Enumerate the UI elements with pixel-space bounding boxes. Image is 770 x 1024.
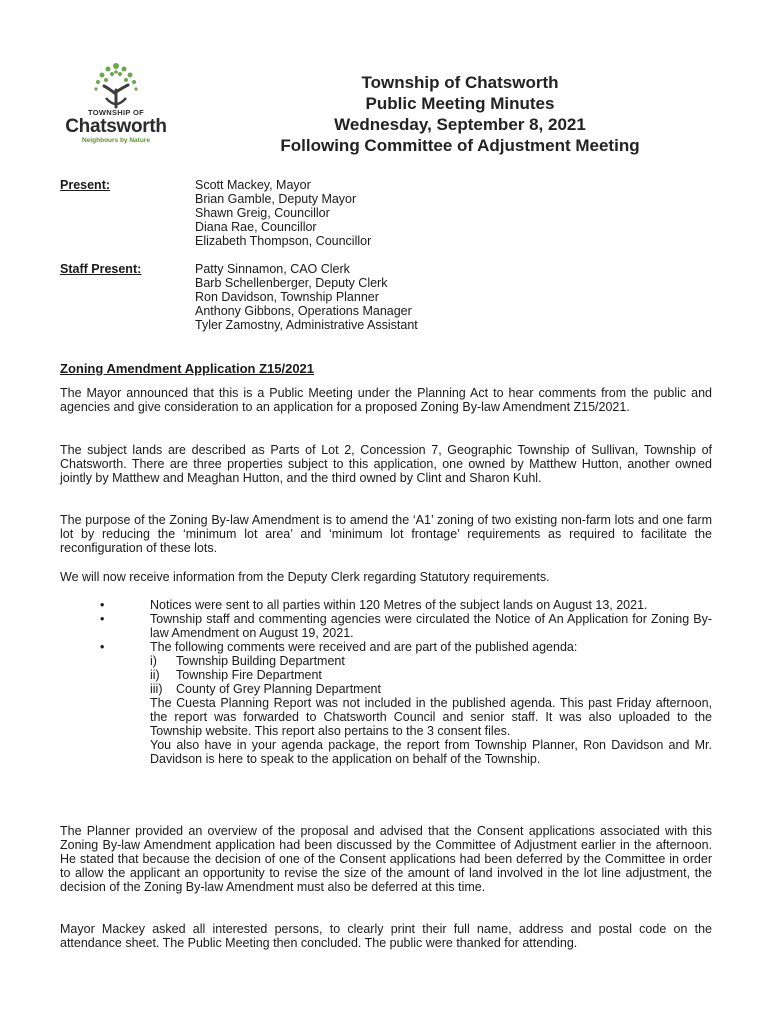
paragraph: The purpose of the Zoning By-law Amendment is to amend the ‘A1’ zoning of two existing non-farm lots and one farm lot by reducing the ‘minimum lot area’ and ‘minimum lot frontage’ requirements as required to facilitate the reconfiguration of these lots. (60, 513, 712, 555)
sub-item-text: Township Fire Department (176, 668, 322, 682)
attendee: Brian Gamble, Deputy Mayor (195, 192, 357, 206)
township-logo (56, 60, 176, 152)
staff-label: Staff Present: (60, 262, 142, 276)
present-label: Present: (60, 178, 111, 192)
present-list (195, 178, 371, 248)
sub-item (150, 682, 712, 696)
paragraph: Mayor Mackey asked all interested persons, to clearly print their full name, address and postal code on the attendance sheet. The Public Meeting then concluded. The public were thanked for attending. (60, 922, 712, 950)
staff-member: Barb Schellenberger, Deputy Clerk (195, 276, 388, 290)
staff-member: Tyler Zamostny, Administrative Assistant (195, 318, 418, 332)
section-heading: Zoning Amendment Application Z15/2021 (60, 361, 315, 376)
logo-pre-text: TOWNSHIP OF (88, 108, 144, 117)
statutory-list (100, 598, 712, 766)
list-item (100, 640, 712, 766)
staff-member: Ron Davidson, Township Planner (195, 290, 379, 304)
sub-item-text: County of Grey Planning Department (176, 682, 381, 696)
attendee: Shawn Greig, Councillor (195, 206, 330, 220)
sub-item-text: Township Building Department (176, 654, 345, 668)
sub-item-number: i) (150, 654, 157, 668)
title-line: Following Committee of Adjustment Meeting (280, 136, 640, 155)
paragraph: The Planner provided an overview of the proposal and advised that the Consent applications associated with this Zoning By-law Amendment application had been discussed by the Committee of Adjustment earlier in the afternoon. He stated that because the decision of one of the Consent applications had been deferred by the Committee in order to allow the applicant an opportunity to revise the size of the amount of land involved in the lot line adjustment, the decision of the Zoning By-law Amendment must also be deferred at this time. (60, 824, 712, 894)
logo-tagline: Neighbours by Nature (82, 137, 150, 144)
bullet-icon: • (100, 640, 105, 654)
sub-item-number: iii) (150, 682, 163, 696)
sub-item (150, 668, 712, 682)
attendee: Diana Rae, Councillor (195, 220, 317, 234)
document-title (200, 72, 720, 156)
paragraph: The Mayor announced that this is a Public Meeting under the Planning Act to hear comments from the public and agencies and give consideration to an application for a proposed Zoning By-law Amendment Z15/2021. (60, 386, 712, 414)
bullet-icon: • (100, 612, 105, 626)
list-item (100, 598, 712, 612)
paragraph: The subject lands are described as Parts of Lot 2, Concession 7, Geographic Township of Sullivan, Township of Chatsworth. There are three properties subject to this application, one owned by Matthew Hutton, another owned jointly by Matthew and Meaghan Hutton, and the third owned by Clint and Sharon Kuhl. (60, 443, 712, 485)
staff-member: Anthony Gibbons, Operations Manager (195, 304, 412, 318)
paragraph: We will now receive information from the Deputy Clerk regarding Statutory requirements. (60, 570, 550, 584)
list-item-note: The Cuesta Planning Report was not included in the published agenda. This past Friday afternoon, the report was forwarded to Chatsworth Council and senior staff. It was also uploaded to the Township website. This report also pertains to the 3 consent files. (150, 696, 712, 738)
attendee: Scott Mackey, Mayor (195, 178, 311, 192)
bullet-icon: • (100, 598, 105, 612)
list-item-text: Notices were sent to all parties within 120 Metres of the subject lands on August 13, 2021. (150, 598, 648, 612)
title-line: Public Meeting Minutes (365, 94, 555, 113)
list-item-note: You also have in your agenda package, the report from Township Planner, Ron Davidson and Mr. Davidson is here to speak to the application on behalf of the Township. (150, 738, 712, 766)
list-item-text: Township staff and commenting agencies were circulated the Notice of An Application for Zoning By-law Amendment on August 19, 2021. (150, 612, 712, 640)
tree-logo-icon (84, 60, 148, 110)
title-line: Township of Chatsworth (361, 73, 559, 92)
sub-item (150, 654, 712, 668)
title-line: Wednesday, September 8, 2021 (334, 115, 586, 134)
list-item (100, 612, 712, 640)
logo-name: Chatsworth (65, 116, 167, 137)
staff-list (195, 262, 418, 332)
attendee: Elizabeth Thompson, Councillor (195, 234, 372, 248)
list-item-text: The following comments were received and are part of the published agenda: (150, 640, 578, 654)
staff-member: Patty Sinnamon, CAO Clerk (195, 262, 350, 276)
sub-item-number: ii) (150, 668, 160, 682)
